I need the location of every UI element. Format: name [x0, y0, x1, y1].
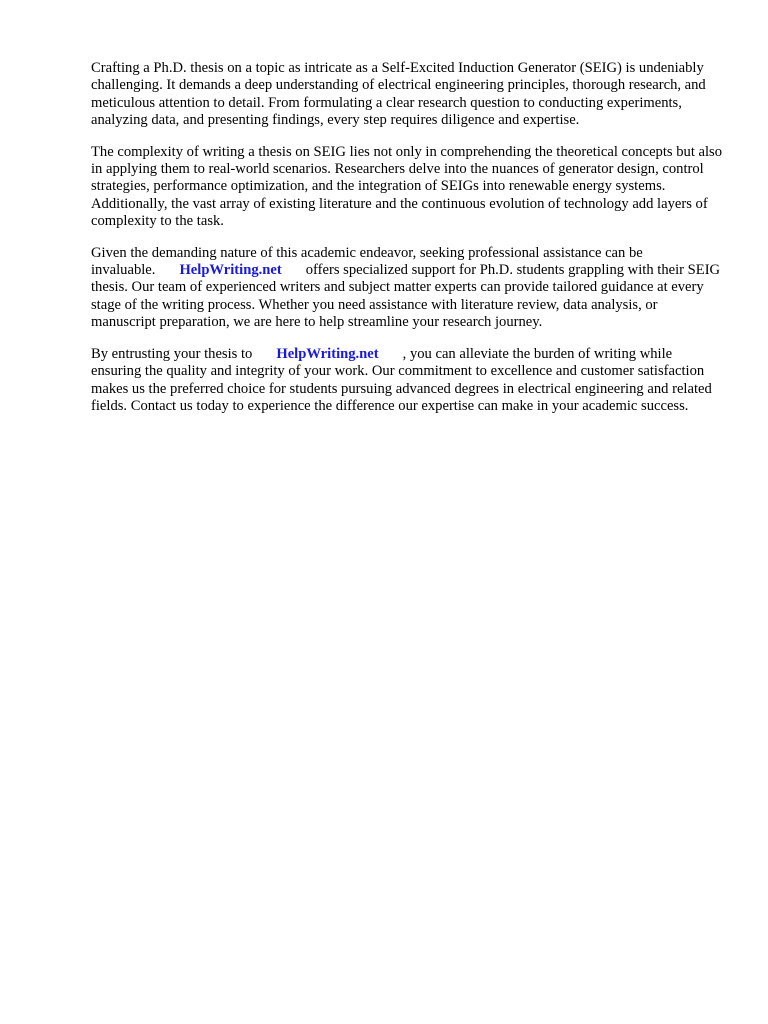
paragraph-entrusting-text-after: , you can alleviate the burden of writing while ensuring the quality and integrity of your work. Our commitment to excellence and customer satisfaction makes us the preferred choice for students pursuing advanced degrees in electrical engineering and related fields. Contact us today to experience the difference our expertise can make in your academic success.	[91, 345, 712, 414]
paragraph-entrusting-text-before: By entrusting your thesis to	[91, 345, 253, 362]
paragraph-assistance	[91, 245, 723, 332]
paragraph-complexity: The complexity of writing a thesis on SEIG lies not only in comprehending the theoretical concepts but also in applying them to real-world scenarios. Researchers delve into the nuances of generator design, control strategies, performance optimization, and the integration of SEIGs into renewable energy systems. Additionally, the vast array of existing literature and the continuous evolution of technology add layers of complexity to the task.	[91, 143, 723, 230]
paragraph-assistance-text-before: Given the demanding nature of this academic endeavor, seeking professional assistance can be invaluable.	[91, 244, 643, 279]
paragraph-entrusting	[91, 346, 723, 416]
paragraph-assistance-text-after: offers specialized support for Ph.D. students grappling with their SEIG thesis. Our team of experienced writers and subject matter experts can provide tailored guidance at every stage of the writing process. Whether you need assistance with literature review, data analysis, or manuscript preparation, we are here to help streamline your research journey.	[91, 262, 721, 331]
paragraph-intro: Crafting a Ph.D. thesis on a topic as intricate as a Self-Excited Induction Generator (SEIG) is undeniably challenging. It demands a deep understanding of electrical engineering principles, thorough research, and meticulous attention to detail. From formulating a clear research question to conducting experiments, analyzing data, and presenting findings, every step requires diligence and expertise.	[91, 60, 706, 129]
helpwriting-link-2[interactable]: HelpWriting.net	[276, 345, 379, 362]
document-page	[91, 60, 723, 429]
helpwriting-link[interactable]: HelpWriting.net	[179, 262, 282, 279]
